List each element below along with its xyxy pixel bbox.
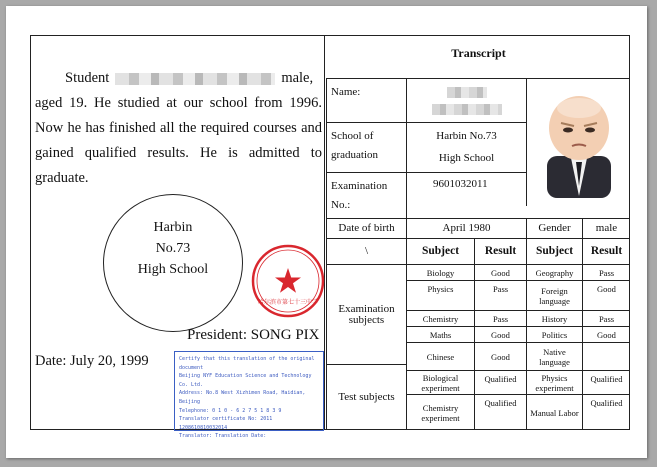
president-signature: President: SONG PIX <box>187 327 320 343</box>
name-label: Name: <box>326 78 406 122</box>
test-result: Qualified <box>474 370 526 394</box>
exam-result: Good <box>474 326 526 342</box>
transcript-panel <box>326 36 631 429</box>
gender-value: male <box>582 218 630 238</box>
col-result-2: Result <box>582 238 630 264</box>
exam-subjects-label: Examination subjects <box>326 264 406 364</box>
exam-no-value: 9601032011 <box>406 172 526 218</box>
document-page <box>6 6 647 458</box>
birth-label: Date of birth <box>326 218 406 238</box>
exam-result <box>582 342 630 370</box>
stamp-line: Translator: Translation Date: <box>179 433 267 440</box>
stamp-line: Certify that this translation of the original document <box>179 356 315 371</box>
school-value-line-1: Harbin No.73 <box>436 130 497 142</box>
exam-subject: Chemistry <box>406 310 474 326</box>
exam-result: Pass <box>582 310 630 326</box>
stamp-line: Telephone: 0 1 0 - 6 2 7 5 1 8 3 9 <box>179 407 282 414</box>
seal-text: 哈尔滨市第七十三中学 <box>257 299 319 306</box>
test-subject: Chemistry experiment <box>406 394 474 430</box>
exam-subject: History <box>526 310 582 326</box>
test-result: Qualified <box>582 370 630 394</box>
stamp-line: Translator certificate No: 2011 1208610810032014 <box>179 416 273 431</box>
exam-result: Pass <box>474 310 526 326</box>
exam-result: Good <box>474 342 526 370</box>
school-circle <box>103 194 243 332</box>
student-gender-word: male, <box>281 70 314 86</box>
exam-subject: Physics <box>406 280 474 310</box>
exam-result: Good <box>582 326 630 342</box>
baby-portrait-icon <box>539 88 619 198</box>
test-subject: Biological experiment <box>406 370 474 394</box>
birth-value: April 1980 <box>406 218 526 238</box>
redacted-student-name <box>115 73 275 85</box>
exam-subject: Native language <box>526 342 582 370</box>
certificate-frame <box>30 35 630 440</box>
col-subject-2: Subject <box>526 238 582 264</box>
transcript-title: Transcript <box>451 46 506 60</box>
exam-subject: Maths <box>406 326 474 342</box>
student-photo <box>526 78 630 206</box>
test-result: Qualified <box>582 394 630 430</box>
exam-subject: Foreign language <box>526 280 582 310</box>
graduation-certificate <box>31 36 325 440</box>
exam-subject: Biology <box>406 264 474 280</box>
name-value-cell <box>406 78 526 122</box>
exam-no-label: Examination No.: <box>326 172 406 218</box>
school-label: School of graduation <box>326 122 406 172</box>
exam-result: Good <box>474 264 526 280</box>
exam-subject: Geography <box>526 264 582 280</box>
stamp-line: Address: No.8 West Xizhimen Road, Haidian, Beijing <box>179 390 306 405</box>
school-line-1: Harbin <box>153 220 193 235</box>
exam-result: Good <box>582 280 630 310</box>
slash-cell: \ <box>326 238 406 264</box>
exam-result: Pass <box>582 264 630 280</box>
issue-date: Date: July 20, 1999 <box>35 353 149 369</box>
translation-stamp <box>174 351 324 440</box>
school-value-cell <box>406 122 526 172</box>
school-line-3: High School <box>137 262 209 277</box>
school-value-line-2: High School <box>438 152 495 164</box>
test-subject: Physics experiment <box>526 370 582 394</box>
exam-subject: Politics <box>526 326 582 342</box>
redacted-name-1 <box>447 87 487 98</box>
stamp-line: Beijing NYF Education Science and Technology Co. Ltd. <box>179 373 312 388</box>
exam-result: Pass <box>474 280 526 310</box>
test-subjects-label: Test subjects <box>326 364 406 430</box>
col-result-1: Result <box>474 238 526 264</box>
redacted-name-2 <box>432 104 502 115</box>
test-subject: Manual Labor <box>526 394 582 430</box>
exam-subject: Chinese <box>406 342 474 370</box>
certificate-statement <box>35 66 322 191</box>
gender-label: Gender <box>526 218 582 238</box>
red-school-seal <box>251 244 325 318</box>
school-line-2: No.73 <box>155 241 191 256</box>
col-subject-1: Subject <box>406 238 474 264</box>
statement-body: aged 19. He studied at our school from 1996. Now he has finished all the required courses and gained qualified results. He is admitted to graduate. <box>35 95 322 186</box>
test-result: Qualified <box>474 394 526 430</box>
student-prefix: Student <box>65 70 110 86</box>
